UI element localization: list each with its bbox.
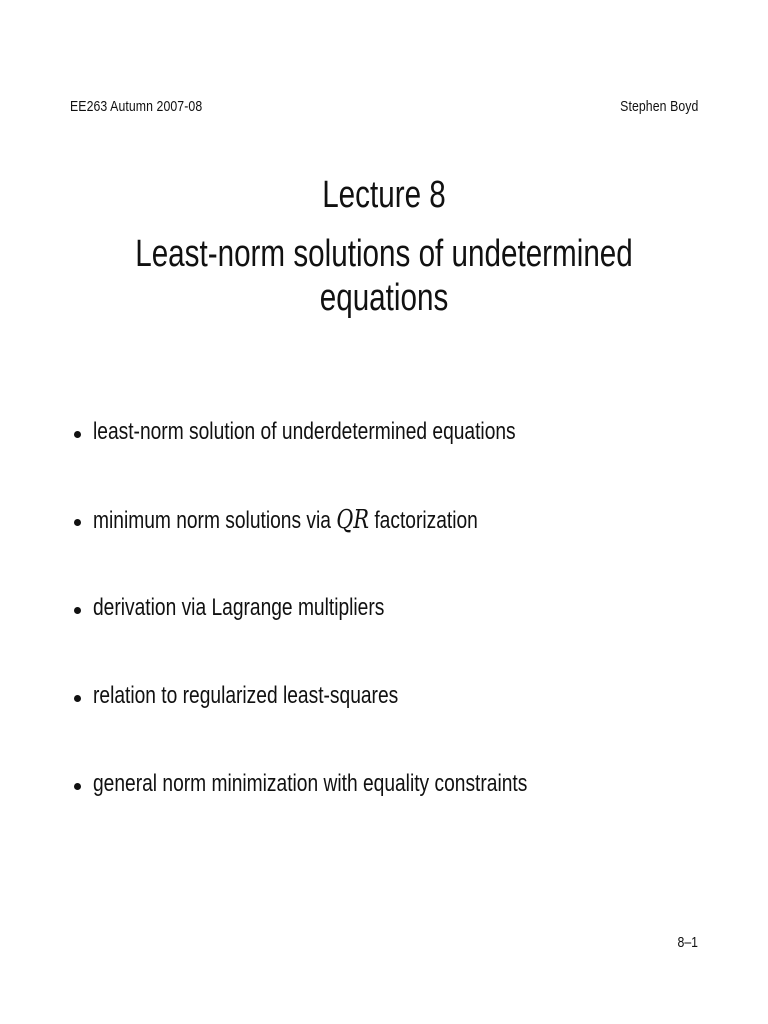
author-header: Stephen Boyd: [619, 98, 698, 115]
lecture-title: Lecture 8: [322, 174, 446, 216]
topic-item: [74, 498, 714, 586]
bullet-dot-icon: [74, 431, 81, 438]
topic-text-before: minimum norm solutions via: [93, 507, 337, 534]
topic-text: general norm minimization with equality constraints: [93, 770, 528, 797]
topic-list: [74, 410, 714, 850]
topic-text: relation to regularized least-squares: [93, 682, 399, 709]
lecture-subtitle-line-2: equations: [319, 277, 449, 319]
bullet-dot-icon: [74, 695, 81, 702]
bullet-dot-icon: [74, 607, 81, 614]
title-block: [0, 170, 768, 320]
topic-text: [93, 498, 478, 543]
topic-text-after: factorization: [369, 507, 478, 534]
bullet-dot-icon: [74, 519, 81, 526]
topic-text: least-norm solution of underdetermined equations: [93, 418, 516, 445]
topic-item: [74, 410, 714, 498]
page-number: 8–1: [677, 934, 698, 951]
topic-item: [74, 762, 714, 850]
topic-text: derivation via Lagrange multipliers: [93, 594, 385, 621]
topic-item: [74, 674, 714, 762]
topic-item: [74, 586, 714, 674]
course-header: EE263 Autumn 2007-08: [70, 98, 203, 115]
math-qr: QR: [336, 505, 369, 535]
lecture-subtitle-line-1: Least-norm solutions of undetermined: [135, 233, 633, 275]
bullet-dot-icon: [74, 783, 81, 790]
